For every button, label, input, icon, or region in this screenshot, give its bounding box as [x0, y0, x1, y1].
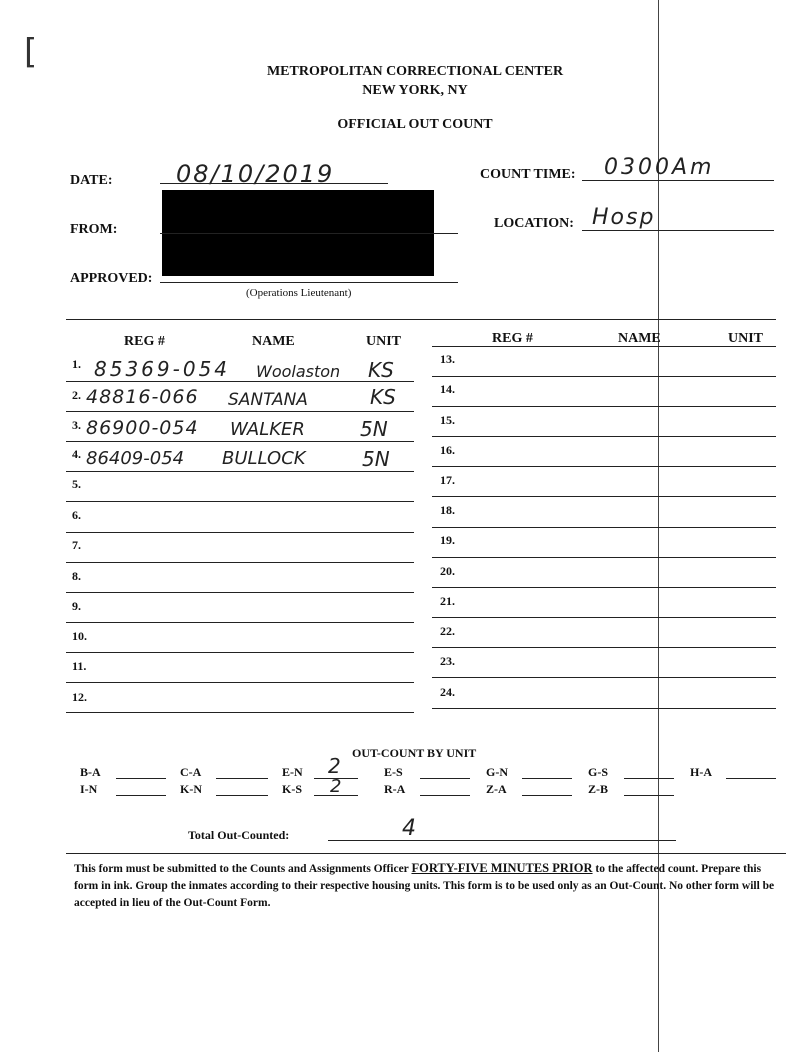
- reg-number[interactable]: 85369-054: [94, 357, 231, 381]
- count-time-line: [582, 180, 774, 181]
- total-value[interactable]: 4: [402, 816, 416, 841]
- total-line: [328, 840, 676, 841]
- unit[interactable]: KS: [370, 385, 396, 409]
- unit-label-z-a: Z-A: [486, 782, 507, 796]
- notice-separator: [66, 853, 786, 854]
- unit-count-e-n[interactable]: 2: [328, 754, 341, 778]
- corner-pen-mark: [: [24, 32, 38, 72]
- from-line: [160, 233, 458, 234]
- date-label: DATE:: [70, 173, 113, 188]
- unit-count-k-s[interactable]: 2: [330, 776, 342, 797]
- unit-label-c-a: C-A: [180, 765, 202, 779]
- notice-text: This form must be submitted to the Counts and Assignments Officer FORTY-FIVE MINUTES PRIOR to the affected count. Prepare this form in ink. Group the inmates according to their respective housing units. This form is to be used only as an Out-Count. No other form will be accepted in lieu of the Out-Count Form.: [74, 861, 775, 909]
- notice-emphasis: FORTY-FIVE MINUTES PRIOR: [411, 861, 593, 875]
- unit-label-e-n: E-N: [282, 765, 303, 779]
- location-value[interactable]: Hosp: [592, 205, 656, 230]
- inmate-name[interactable]: WALKER: [230, 419, 305, 440]
- outcount-title: OUT-COUNT BY UNIT: [352, 746, 477, 760]
- right-header-unit: UNIT: [728, 331, 764, 346]
- header-title: METROPOLITAN CORRECTIONAL CENTER: [266, 64, 564, 79]
- date-value[interactable]: 08/10/2019: [176, 160, 335, 188]
- unit-label-b-a: B-A: [80, 765, 101, 779]
- right-header-line: [432, 346, 776, 347]
- right-header-name: NAME: [618, 331, 661, 346]
- unit[interactable]: 5N: [360, 417, 388, 441]
- reg-number[interactable]: 86900-054: [86, 417, 199, 439]
- location-line: [582, 230, 774, 231]
- left-header-unit: UNIT: [366, 334, 402, 349]
- unit-label-k-n: K-N: [180, 782, 202, 796]
- left-header-reg: REG #: [124, 334, 165, 349]
- approved-caption: (Operations Lieutenant): [246, 287, 352, 299]
- location-label: LOCATION:: [494, 216, 574, 231]
- reg-number[interactable]: 86409-054: [86, 448, 185, 469]
- inmate-name[interactable]: Woolaston: [256, 362, 341, 381]
- unit-label-h-a: H-A: [690, 765, 712, 779]
- right-header-reg: REG #: [492, 331, 533, 346]
- section-separator: [66, 319, 776, 320]
- header-form-title: OFFICIAL OUT COUNT: [337, 117, 493, 132]
- approved-label: APPROVED:: [70, 271, 153, 286]
- unit[interactable]: KS: [368, 358, 394, 382]
- count-time-label: COUNT TIME:: [480, 167, 576, 182]
- unit-label-i-n: I-N: [80, 782, 98, 796]
- count-time-value[interactable]: 0300Am: [604, 155, 715, 180]
- unit[interactable]: 5N: [362, 447, 390, 471]
- from-label: FROM:: [70, 222, 118, 237]
- left-header-name: NAME: [252, 334, 295, 349]
- unit-label-k-s: K-S: [282, 782, 303, 796]
- header-location: NEW YORK, NY: [362, 83, 468, 98]
- date-line: [160, 183, 388, 184]
- unit-label-g-s: G-S: [588, 765, 609, 779]
- inmate-name[interactable]: BULLOCK: [222, 448, 306, 469]
- unit-label-r-a: R-A: [384, 782, 406, 796]
- total-label: Total Out-Counted:: [188, 828, 290, 842]
- approved-line: [160, 282, 458, 283]
- unit-label-e-s: E-S: [384, 765, 403, 779]
- reg-number[interactable]: 48816-066: [86, 386, 199, 408]
- inmate-name[interactable]: SANTANA: [228, 390, 308, 410]
- unit-label-g-n: G-N: [486, 765, 508, 779]
- unit-label-z-b: Z-B: [588, 782, 609, 796]
